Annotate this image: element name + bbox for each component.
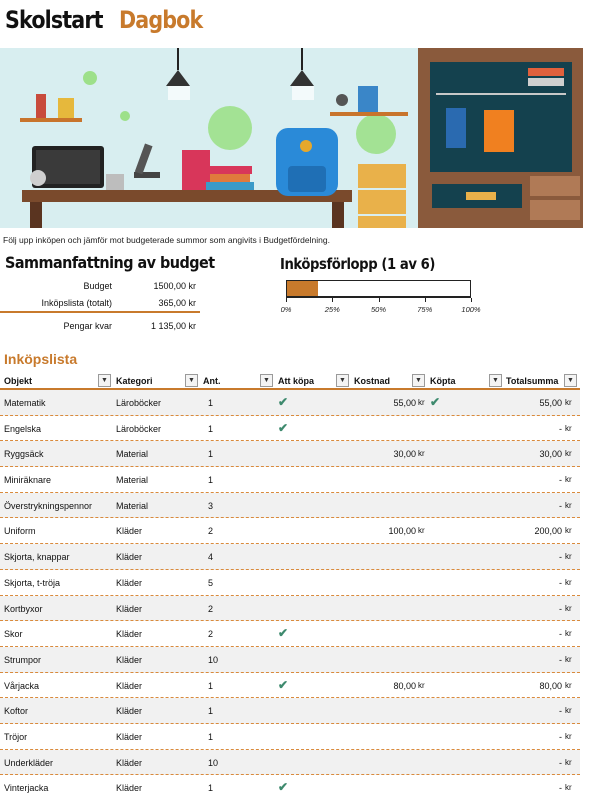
cell-kategori[interactable]: Läroböcker — [116, 423, 162, 434]
cell-objekt[interactable]: Underkläder — [4, 757, 54, 768]
cell-antal[interactable]: 10 — [208, 757, 219, 768]
cell-total-currency: kr — [565, 423, 572, 433]
cell-kostnad[interactable]: 100,00 — [388, 526, 416, 537]
cell-totalsumma[interactable]: 80,00 — [539, 680, 562, 691]
school-banner-illustration — [0, 48, 583, 228]
summary-title: Sammanfattning av budget — [5, 253, 215, 272]
dropdown-filter-icon[interactable]: ▼ — [564, 374, 577, 387]
cell-totalsumma[interactable]: - — [559, 706, 562, 717]
cell-totalsumma[interactable]: - — [559, 757, 562, 768]
cell-antal[interactable]: 4 — [208, 552, 214, 563]
cell-totalsumma[interactable]: - — [559, 577, 562, 588]
cell-antal[interactable]: 1 — [208, 475, 214, 486]
progress-tick-label: 100% — [461, 305, 481, 314]
cell-kategori[interactable]: Kläder — [116, 654, 143, 665]
cell-totalsumma[interactable]: - — [559, 783, 562, 794]
cell-kategori[interactable]: Läroböcker — [116, 398, 162, 408]
cell-kostnad-currency: kr — [418, 449, 425, 459]
cell-antal[interactable]: 1 — [208, 783, 214, 794]
cell-totalsumma[interactable]: - — [559, 654, 562, 665]
table-row[interactable] — [0, 647, 580, 673]
progress-tick — [286, 298, 287, 302]
cell-kategori[interactable]: Kläder — [116, 552, 143, 563]
shopping-list-title: Inköpslista — [4, 351, 78, 367]
shopping-list-table — [0, 372, 580, 800]
progress-tick — [332, 298, 333, 302]
summary-budget-value: 1500,00 kr — [153, 281, 196, 291]
checkmark-icon[interactable]: ✔ — [278, 420, 289, 435]
dropdown-filter-icon[interactable]: ▼ — [489, 374, 502, 387]
summary-list-label: Inköpslista (totalt) — [41, 298, 112, 308]
cell-kategori[interactable]: Kläder — [116, 526, 143, 537]
cell-total-currency: kr — [565, 398, 572, 407]
cell-kategori[interactable]: Kläder — [116, 603, 143, 614]
summary-remaining-value: 1 135,00 kr — [150, 321, 196, 331]
table-row[interactable] — [0, 518, 580, 544]
summary-list-value: 365,00 kr — [158, 298, 196, 308]
cell-antal[interactable]: 2 — [208, 526, 214, 537]
cell-objekt[interactable]: Överstrykningspennor — [4, 500, 93, 511]
progress-tick — [425, 298, 426, 302]
summary-divider — [0, 311, 200, 313]
cell-objekt[interactable]: Uniform — [4, 526, 36, 537]
cell-kategori[interactable]: Material — [116, 449, 149, 460]
checkmark-icon[interactable]: ✔ — [278, 395, 289, 409]
progress-tick-label: 50% — [370, 305, 387, 314]
table-row[interactable] — [0, 596, 580, 622]
cell-total-currency: kr — [565, 680, 572, 690]
table-row[interactable] — [0, 467, 580, 493]
cell-kategori[interactable]: Material — [116, 475, 149, 486]
checkmark-icon[interactable]: ✔ — [430, 395, 441, 409]
col-kopta: Köpta — [430, 376, 456, 386]
progress-tick-label: 0% — [280, 305, 292, 314]
progress-tick — [379, 298, 380, 302]
cell-kategori[interactable]: Kläder — [116, 577, 143, 588]
cell-antal[interactable]: 1 — [208, 731, 214, 742]
cell-total-currency: kr — [565, 500, 572, 510]
cell-objekt[interactable]: Ryggsäck — [4, 449, 44, 460]
cell-totalsumma[interactable]: - — [559, 475, 562, 486]
table-row[interactable] — [0, 493, 580, 519]
table-row[interactable] — [0, 621, 580, 647]
cell-antal[interactable]: 1 — [208, 706, 214, 717]
cell-total-currency: kr — [565, 603, 572, 613]
cell-kostnad[interactable]: 55,00 — [393, 398, 416, 408]
progress-title: Inköpsförlopp (1 av 6) — [280, 255, 435, 273]
cell-kategori[interactable]: Kläder — [116, 731, 143, 742]
table-row[interactable] — [0, 750, 580, 776]
cell-totalsumma[interactable]: - — [559, 423, 562, 434]
table-row[interactable] — [0, 570, 580, 596]
cell-totalsumma[interactable]: - — [559, 731, 562, 742]
table-row[interactable] — [0, 698, 580, 724]
progress-ticks — [286, 297, 471, 303]
cell-antal[interactable]: 5 — [208, 577, 214, 588]
table-header — [0, 372, 580, 390]
cell-total-currency: kr — [565, 706, 572, 716]
cell-objekt[interactable]: Tröjor — [4, 731, 28, 742]
cell-totalsumma[interactable]: - — [559, 603, 562, 614]
summary-budget-label: Budget — [83, 281, 112, 291]
progress-tick — [471, 298, 472, 302]
cell-objekt[interactable]: Vårjacka — [4, 680, 40, 691]
page-title — [5, 6, 216, 40]
cell-total-currency: kr — [565, 475, 572, 485]
cell-kategori[interactable]: Kläder — [116, 629, 143, 640]
cell-objekt[interactable]: Miniräknare — [4, 475, 52, 486]
cell-total-currency: kr — [565, 654, 572, 664]
intro-text: Följ upp inköpen och jämför mot budgeterade summor som angivits i Budgetfördelning. — [3, 235, 330, 245]
col-kategori: Kategori — [116, 376, 153, 386]
table-row[interactable] — [0, 544, 580, 570]
col-kostnad: Kostnad — [354, 376, 390, 386]
cell-totalsumma[interactable]: 30,00 — [539, 449, 562, 460]
dropdown-filter-icon[interactable]: ▼ — [98, 374, 111, 387]
cell-totalsumma[interactable]: 55,00 — [539, 398, 562, 408]
cell-kostnad-currency: kr — [418, 398, 425, 407]
col-objekt: Objekt — [4, 376, 33, 386]
dropdown-filter-icon[interactable]: ▼ — [412, 374, 425, 387]
progress-tick-label: 75% — [417, 305, 433, 314]
progress-bar — [286, 280, 471, 297]
cell-kategori[interactable]: Material — [116, 500, 149, 511]
cell-totalsumma[interactable]: 200,00 — [534, 526, 562, 537]
cell-total-currency: kr — [565, 629, 572, 639]
table-row[interactable] — [0, 775, 580, 800]
dropdown-filter-icon[interactable]: ▼ — [336, 374, 349, 387]
cell-kategori[interactable]: Kläder — [116, 680, 143, 691]
col-totalsumma: Totalsumma — [506, 376, 559, 386]
cell-total-currency: kr — [565, 526, 572, 536]
cell-totalsumma[interactable]: - — [559, 552, 562, 563]
cell-objekt[interactable]: Matematik — [4, 398, 46, 408]
cell-totalsumma[interactable]: - — [559, 500, 562, 511]
col-antal: Ant. — [203, 376, 221, 386]
title-part-1: Skolstart — [5, 6, 103, 34]
cell-antal[interactable]: 1 — [208, 398, 214, 408]
progress-bar-fill — [287, 281, 318, 296]
cell-objekt[interactable]: Vinterjacka — [4, 783, 49, 794]
cell-antal[interactable]: 2 — [208, 603, 214, 614]
table-row[interactable] — [0, 390, 580, 416]
cell-total-currency: kr — [565, 757, 572, 767]
summary-remaining-label: Pengar kvar — [63, 321, 112, 331]
checkmark-icon[interactable]: ✔ — [278, 677, 289, 692]
cell-objekt[interactable]: Koftor — [4, 706, 29, 717]
cell-antal[interactable]: 2 — [208, 629, 214, 640]
cell-total-currency: kr — [565, 783, 572, 793]
cell-objekt[interactable]: Skor — [4, 629, 23, 640]
cell-antal[interactable]: 1 — [208, 449, 214, 460]
cell-kostnad[interactable]: 30,00 — [393, 449, 416, 460]
cell-objekt[interactable]: Engelska — [4, 423, 42, 434]
cell-kategori[interactable]: Kläder — [116, 757, 143, 768]
checkmark-icon[interactable]: ✔ — [278, 780, 289, 795]
cell-kostnad[interactable]: 80,00 — [393, 680, 416, 691]
cell-objekt[interactable]: Strumpor — [4, 654, 42, 665]
cell-kategori[interactable]: Kläder — [116, 783, 143, 794]
col-att-kopa: Att köpa — [278, 376, 314, 386]
cell-kategori[interactable]: Kläder — [116, 706, 143, 717]
cell-antal[interactable]: 3 — [208, 500, 214, 511]
cell-total-currency: kr — [565, 577, 572, 587]
dropdown-filter-icon[interactable]: ▼ — [260, 374, 273, 387]
table-row[interactable] — [0, 416, 580, 442]
cell-total-currency: kr — [565, 552, 572, 562]
cell-totalsumma[interactable]: - — [559, 629, 562, 640]
cell-objekt[interactable]: Skjorta, knappar — [4, 552, 70, 563]
table-row[interactable] — [0, 724, 580, 750]
cell-antal[interactable]: 10 — [208, 654, 219, 665]
table-row[interactable] — [0, 441, 580, 467]
table-row[interactable] — [0, 673, 580, 699]
title-part-2: Dagbok — [118, 6, 202, 34]
cell-antal[interactable]: 1 — [208, 423, 214, 434]
cell-total-currency: kr — [565, 449, 572, 459]
dropdown-filter-icon[interactable]: ▼ — [185, 374, 198, 387]
cell-total-currency: kr — [565, 731, 572, 741]
table-body — [0, 390, 580, 800]
cell-objekt[interactable]: Kortbyxor — [4, 603, 43, 614]
progress-tick-label: 25% — [324, 305, 340, 314]
cell-objekt[interactable]: Skjorta, t-tröja — [4, 577, 61, 588]
cell-kostnad-currency: kr — [418, 680, 425, 690]
cell-antal[interactable]: 1 — [208, 680, 214, 691]
cell-kostnad-currency: kr — [418, 526, 425, 536]
checkmark-icon[interactable]: ✔ — [278, 626, 289, 641]
